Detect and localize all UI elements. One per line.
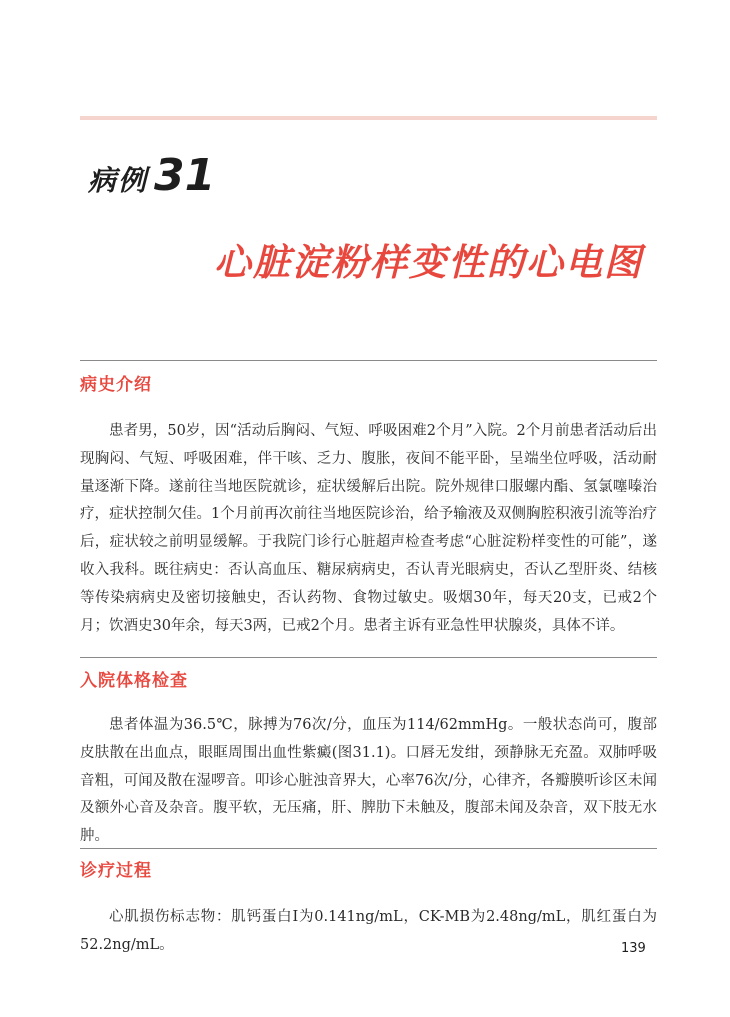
history-paragraph: 患者男，50岁，因“活动后胸闷、气短、呼吸困难2个月”入院。2个月前患者活动后出现胸闷、气短、呼吸困难，伴干咳、乏力、腹胀，夜间不能平卧，呈端坐位呼吸，活动耐量逐渐下降。遂前往当地医院就诊，症状缓解后出院。院外规律口服螺内酯、氢氯噻嗪治疗，症状控制欠佳。1个月前再次前往当地医院诊治，给予输液及双侧胸腔积液引流等治疗后，症状较之前明显缓解。于我院门诊行心脏超声检查考虑“心脏淀粉样变性的可能”，遂收入我科。既往病史：否认高血压、糖尿病病史，否认青光眼病史，否认乙型肝炎、结核等传染病病史及密切接触史，否认药物、食物过敏史。吸烟30年，每天20支，已戒2个月；饮酒史30年余，每天3两，已戒2个月。患者主诉有亚急性甲状腺炎，具体不详。 bbox=[80, 423, 657, 634]
section-rule-history bbox=[80, 360, 657, 361]
section-heading-history: 病史介绍 bbox=[80, 375, 152, 395]
section-rule-exam bbox=[80, 657, 657, 658]
section-heading-exam: 入院体格检查 bbox=[80, 671, 188, 691]
exam-paragraph: 患者体温为36.5℃，脉搏为76次/分，血压为114/62mmHg。一般状态尚可，腹部皮肤散在出血点，眼眶周围出血性紫癜(图31.1)。口唇无发绀，颈静脉无充盈。双肺呼吸音粗，可闻及散在湿啰音。叩诊心脏浊音界大，心率76次/分，心律齐，各瓣膜听诊区未闻及额外心音及杂音。腹平软，无压痛，肝、脾肋下未触及，腹部未闻及杂音，双下肢无水肿。 bbox=[80, 717, 657, 845]
course-paragraph: 心肌损伤标志物：肌钙蛋白I为0.141ng/mL，CK-MB为2.48ng/mL，肌红蛋白为52.2ng/mL。 bbox=[80, 909, 657, 953]
top-decorative-rule bbox=[80, 116, 657, 120]
case-number: 31 bbox=[154, 150, 216, 201]
case-title: 心脏淀粉样变性的心电图 bbox=[214, 241, 643, 284]
section-rule-course bbox=[80, 848, 657, 849]
case-label bbox=[88, 150, 215, 201]
section-heading-course: 诊疗过程 bbox=[80, 861, 152, 881]
page-number: 139 bbox=[621, 941, 646, 956]
case-label-word: 病例 bbox=[88, 164, 149, 197]
